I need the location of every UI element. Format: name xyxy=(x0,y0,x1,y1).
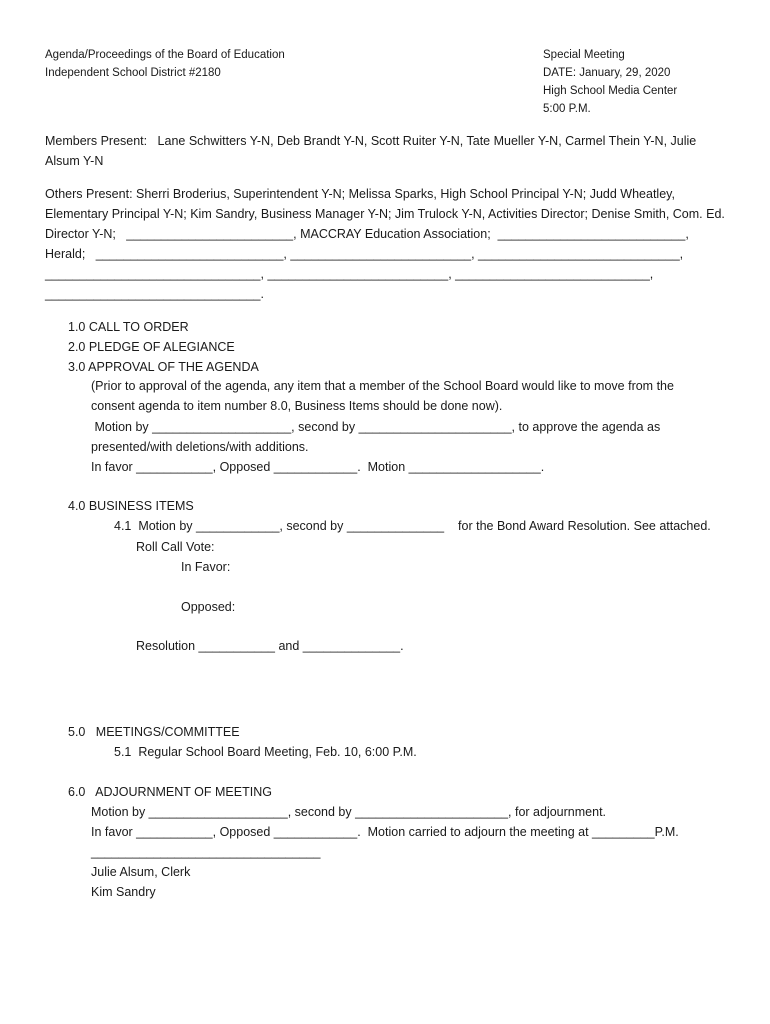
agenda-approval-line: Motion by ____________________, second by ______________________, to approve the agenda as xyxy=(91,420,661,434)
header-district: Independent School District #2180 xyxy=(45,67,221,79)
others-present-line: Others Present: Sherri Broderius, Superintendent Y-N; Melissa Sparks, High School Principal Y-N; Judd Wheatley, xyxy=(45,187,675,201)
others-present-line: _______________________________. xyxy=(45,287,264,301)
agenda-approval-line: (Prior to approval of the agenda, any item that a member of the School Board would like to move from the xyxy=(91,379,674,393)
adjournment-title: 6.0 ADJOURNMENT OF MEETING xyxy=(68,785,272,799)
adjournment-vote: In favor ___________, Opposed ____________. Motion carried to adjourn the meeting at _________P.M. xyxy=(91,825,679,839)
meeting-location: High School Media Center xyxy=(543,85,678,97)
roll-call-opposed: Opposed: xyxy=(181,600,236,614)
item-call-to-order: 1.0 CALL TO ORDER xyxy=(68,320,189,334)
item-pledge: 2.0 PLEDGE OF ALEGIANCE xyxy=(68,340,235,354)
meetings-title: 5.0 MEETINGS/COMMITTEE xyxy=(68,725,240,739)
regular-meeting-item: 5.1 Regular School Board Meeting, Feb. 10, 6:00 P.M. xyxy=(114,745,417,759)
agenda-approval-line: presented/with deletions/with additions. xyxy=(91,440,309,454)
meeting-date: DATE: January, 29, 2020 xyxy=(543,67,671,79)
agenda-approval-line: In favor ___________, Opposed ____________. Motion ___________________. xyxy=(91,460,545,474)
clerk-name: Julie Alsum, Clerk xyxy=(91,865,191,879)
others-present-line: Director Y-N; ________________________, MACCRAY Education Association; ___________________________, xyxy=(45,227,689,241)
signature-line: _________________________________ xyxy=(91,845,321,859)
bond-award-motion: 4.1 Motion by ____________, second by ______________ for the Bond Award Resolution. See attached. xyxy=(114,519,711,533)
roll-call-in-favor: In Favor: xyxy=(181,560,231,574)
roll-call-vote: Roll Call Vote: xyxy=(136,540,215,554)
others-present-line: Elementary Principal Y-N; Kim Sandry, Business Manager Y-N; Jim Trulock Y-N, Activities Director; Denise Smith, Com. Ed. xyxy=(45,207,725,221)
members-present-line: Members Present: Lane Schwitters Y-N, Deb Brandt Y-N, Scott Ruiter Y-N, Tate Mueller Y-N, Carmel Thein Y-N, Julie xyxy=(45,134,697,148)
item-approval-agenda: 3.0 APPROVAL OF THE AGENDA xyxy=(68,360,259,374)
others-present-line: Herald; ___________________________, __________________________, _____________________________, xyxy=(45,247,684,261)
adjournment-motion: Motion by ____________________, second by ______________________, for adjournment. xyxy=(91,805,607,819)
resolution-line: Resolution ___________ and ______________. xyxy=(136,639,404,653)
meeting-time: 5:00 P.M. xyxy=(543,103,591,115)
secondary-name: Kim Sandry xyxy=(91,885,156,899)
agenda-approval-line: consent agenda to item number 8.0, Business Items should be done now). xyxy=(91,399,503,413)
header-title: Agenda/Proceedings of the Board of Education xyxy=(45,49,285,61)
members-present-line: Alsum Y-N xyxy=(45,154,104,168)
business-items-title: 4.0 BUSINESS ITEMS xyxy=(68,499,194,513)
meeting-type: Special Meeting xyxy=(543,49,625,61)
others-present-line: _______________________________, __________________________, ____________________________, xyxy=(45,267,654,281)
